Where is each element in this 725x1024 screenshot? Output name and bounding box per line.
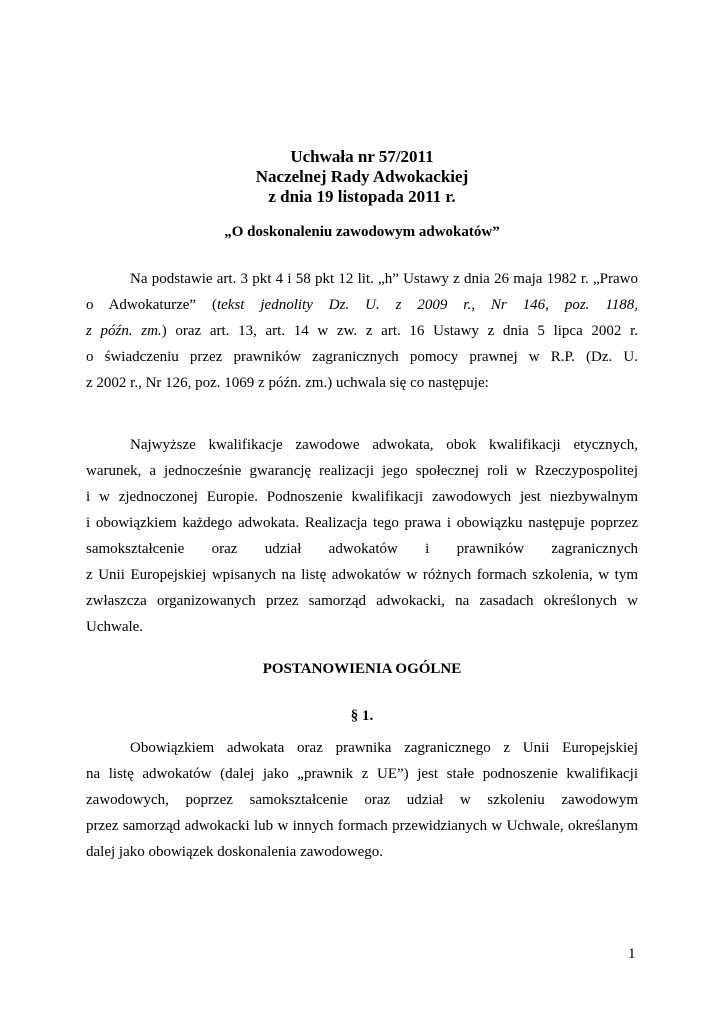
paragraph-mark: § 1. [350, 708, 374, 724]
preamble-line-3-b: ) oraz art. 13, art. 14 w zw. z art. 16 Ustawy z dnia 5 lipca 2002 r. [161, 323, 638, 339]
preamble-line-2-a: o Adwokaturze” ( [86, 297, 217, 313]
title-line-2: Naczelnej Rady Adwokackiej [255, 167, 469, 186]
intro-line-6: z Unii Europejskiej wpisanych na listę adwokatów w różnych formach szkolenia, w tym [86, 567, 638, 583]
resolution-title [86, 147, 638, 207]
intro-line-4: i obowiązkiem każdego adwokata. Realizacja tego prawa i obowiązku następuje poprzez [86, 515, 638, 531]
intro-line-5 [86, 536, 638, 562]
intro-line-3: i w zjednoczonej Europie. Podnoszenie kwalifikacji zawodowych jest niezbywalnym [86, 489, 638, 505]
intro-line-8: Uchwale. [86, 619, 144, 635]
title-line-3: z dnia 19 listopada 2011 r. [268, 187, 456, 206]
preamble-line-2-italic: tekst jednolity Dz. U. z 2009 r., Nr 146, poz. 1188, [216, 297, 638, 313]
par1-line-3: zawodowych, poprzez samokształcenie oraz udział w szkoleniu zawodowym [86, 792, 638, 808]
paragraph-1 [86, 735, 638, 865]
intro-line-1: Najwyższe kwalifikacje zawodowe adwokata, obok kwalifikacji etycznych, [130, 437, 638, 453]
intro-line-2: warunek, a jednocześnie gwarancję realizacji jego społecznej roli w Rzeczypospolitej [86, 463, 638, 479]
resolution-subtitle: „O doskonaleniu zawodowym adwokatów” [224, 224, 500, 240]
intro-line-7: zwłaszcza organizowanych przez samorząd adwokacki, na zasadach określonych w [86, 593, 638, 609]
intro-paragraph [86, 432, 638, 640]
par1-line-1: Obowiązkiem adwokata oraz prawnika zagranicznego z Unii Europejskiej [130, 740, 638, 756]
par1-line-4: przez samorząd adwokacki lub w innych formach przewidzianych w Uchwale, określanym [86, 818, 638, 834]
preamble-line-3 [86, 318, 638, 344]
preamble-line-4: o świadczeniu przez prawników zagranicznych pomocy prawnej w R.P. (Dz. U. [86, 349, 638, 365]
page-number: 1 [628, 946, 636, 962]
title-line-1: Uchwała nr 57/2011 [290, 147, 434, 166]
preamble-line-3-italic: z późn. zm. [86, 323, 162, 339]
par1-line-2: na listę adwokatów (dalej jako „prawnik z UE”) jest stałe podnoszenie kwalifikacji [86, 766, 638, 782]
preamble-line-5: z 2002 r., Nr 126, poz. 1069 z późn. zm.) uchwala się co następuje: [86, 375, 489, 391]
preamble-line-1: Na podstawie art. 3 pkt 4 i 58 pkt 12 lit. „h” Ustawy z dnia 26 maja 1982 r. „Prawo [130, 271, 638, 287]
section-heading: POSTANOWIENIA OGÓLNE [262, 661, 462, 677]
preamble-line-2 [86, 292, 638, 318]
par1-line-5: dalej jako obowiązek doskonalenia zawodowego. [86, 844, 383, 860]
preamble-paragraph [86, 266, 638, 396]
intro-line-5-text: samokształcenie oraz udział adwokatów i prawników zagranicznych [86, 541, 638, 557]
